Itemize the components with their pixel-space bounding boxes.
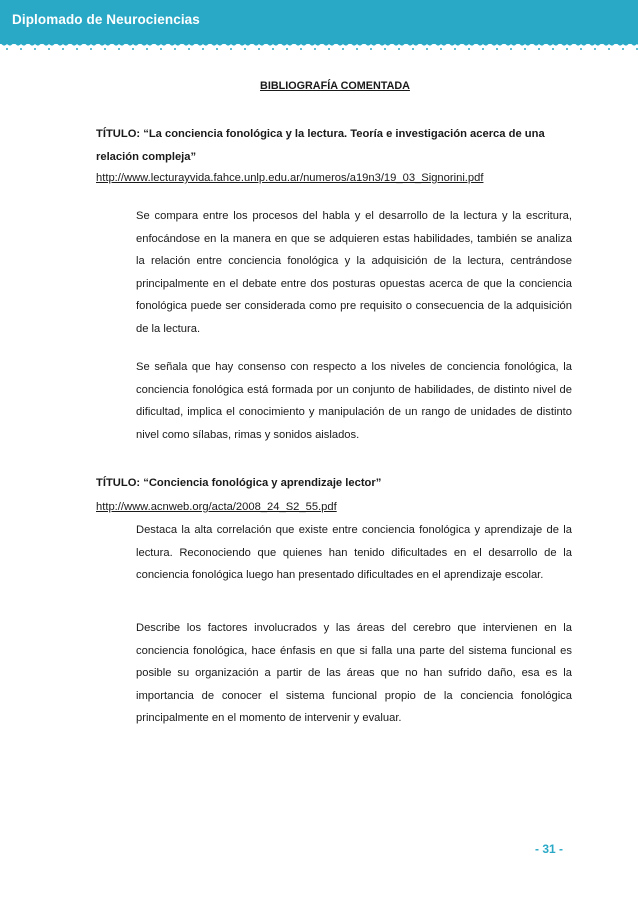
entry-1-title: TÍTULO: “La conciencia fonológica y la lectura. Teoría e investigación acerca de una relación compleja” — [96, 128, 545, 163]
entry-2-paragraph-1: Destaca la alta correlación que existe entre conciencia fonológica y aprendizaje de la lectura. Reconociendo que quienes han tenido dificultades en el desarrollo de la conciencia fonológica luego han presentado dificultades en el aprendizaje escolar. — [136, 524, 572, 581]
document-header — [0, 0, 638, 44]
header-lace-border — [0, 40, 638, 52]
entry-1-paragraph-2: Se señala que hay consenso con respecto a los niveles de conciencia fonológica, la conciencia fonológica está formada por un conjunto de habilidades, de distinto nivel de dificultad, implica el conocimiento y manipulación de un rango de unidades de distinto nivel como sílabas, rimas y sonidos aislados. — [136, 361, 572, 441]
page-number: - 31 - — [535, 842, 564, 856]
entry-1-paragraph-1: Se compara entre los procesos del habla y el desarrollo de la lectura y la escritura, enfocándose en la manera en que se adquieren estas habilidades, también se analiza la relación entre conciencia fonológica y la adquisición de la lectura, centrándose principalmente en el debate entre dos posturas opuestas acerca de que la conciencia fonológica puede ser considerada como pre requisito o consecuencia de la adquisición de la lectura. — [136, 210, 572, 335]
section-title: BIBLIOGRAFÍA COMENTADA — [260, 80, 410, 92]
entry-2-title: TÍTULO: “Conciencia fonológica y aprendizaje lector” — [96, 477, 382, 489]
entry-2-paragraph-2: Describe los factores involucrados y las áreas del cerebro que intervienen en la conciencia fonológica, hace énfasis en que si falla una parte del sistema funcional es posible su organización a partir de las áreas que no han sufrido daño, esa es la importancia de conocer el sistema funcional propio de la conciencia fonológica principalmente en el momento de intervenir y evaluar. — [136, 622, 572, 724]
entry-1-link[interactable]: http://www.lecturayvida.fahce.unlp.edu.ar/numeros/a19n3/19_03_Signorini.pdf — [96, 172, 484, 184]
header-title: Diplomado de Neurociencias — [12, 12, 200, 27]
entry-2-link[interactable]: http://www.acnweb.org/acta/2008_24_S2_55.pdf — [96, 501, 337, 513]
